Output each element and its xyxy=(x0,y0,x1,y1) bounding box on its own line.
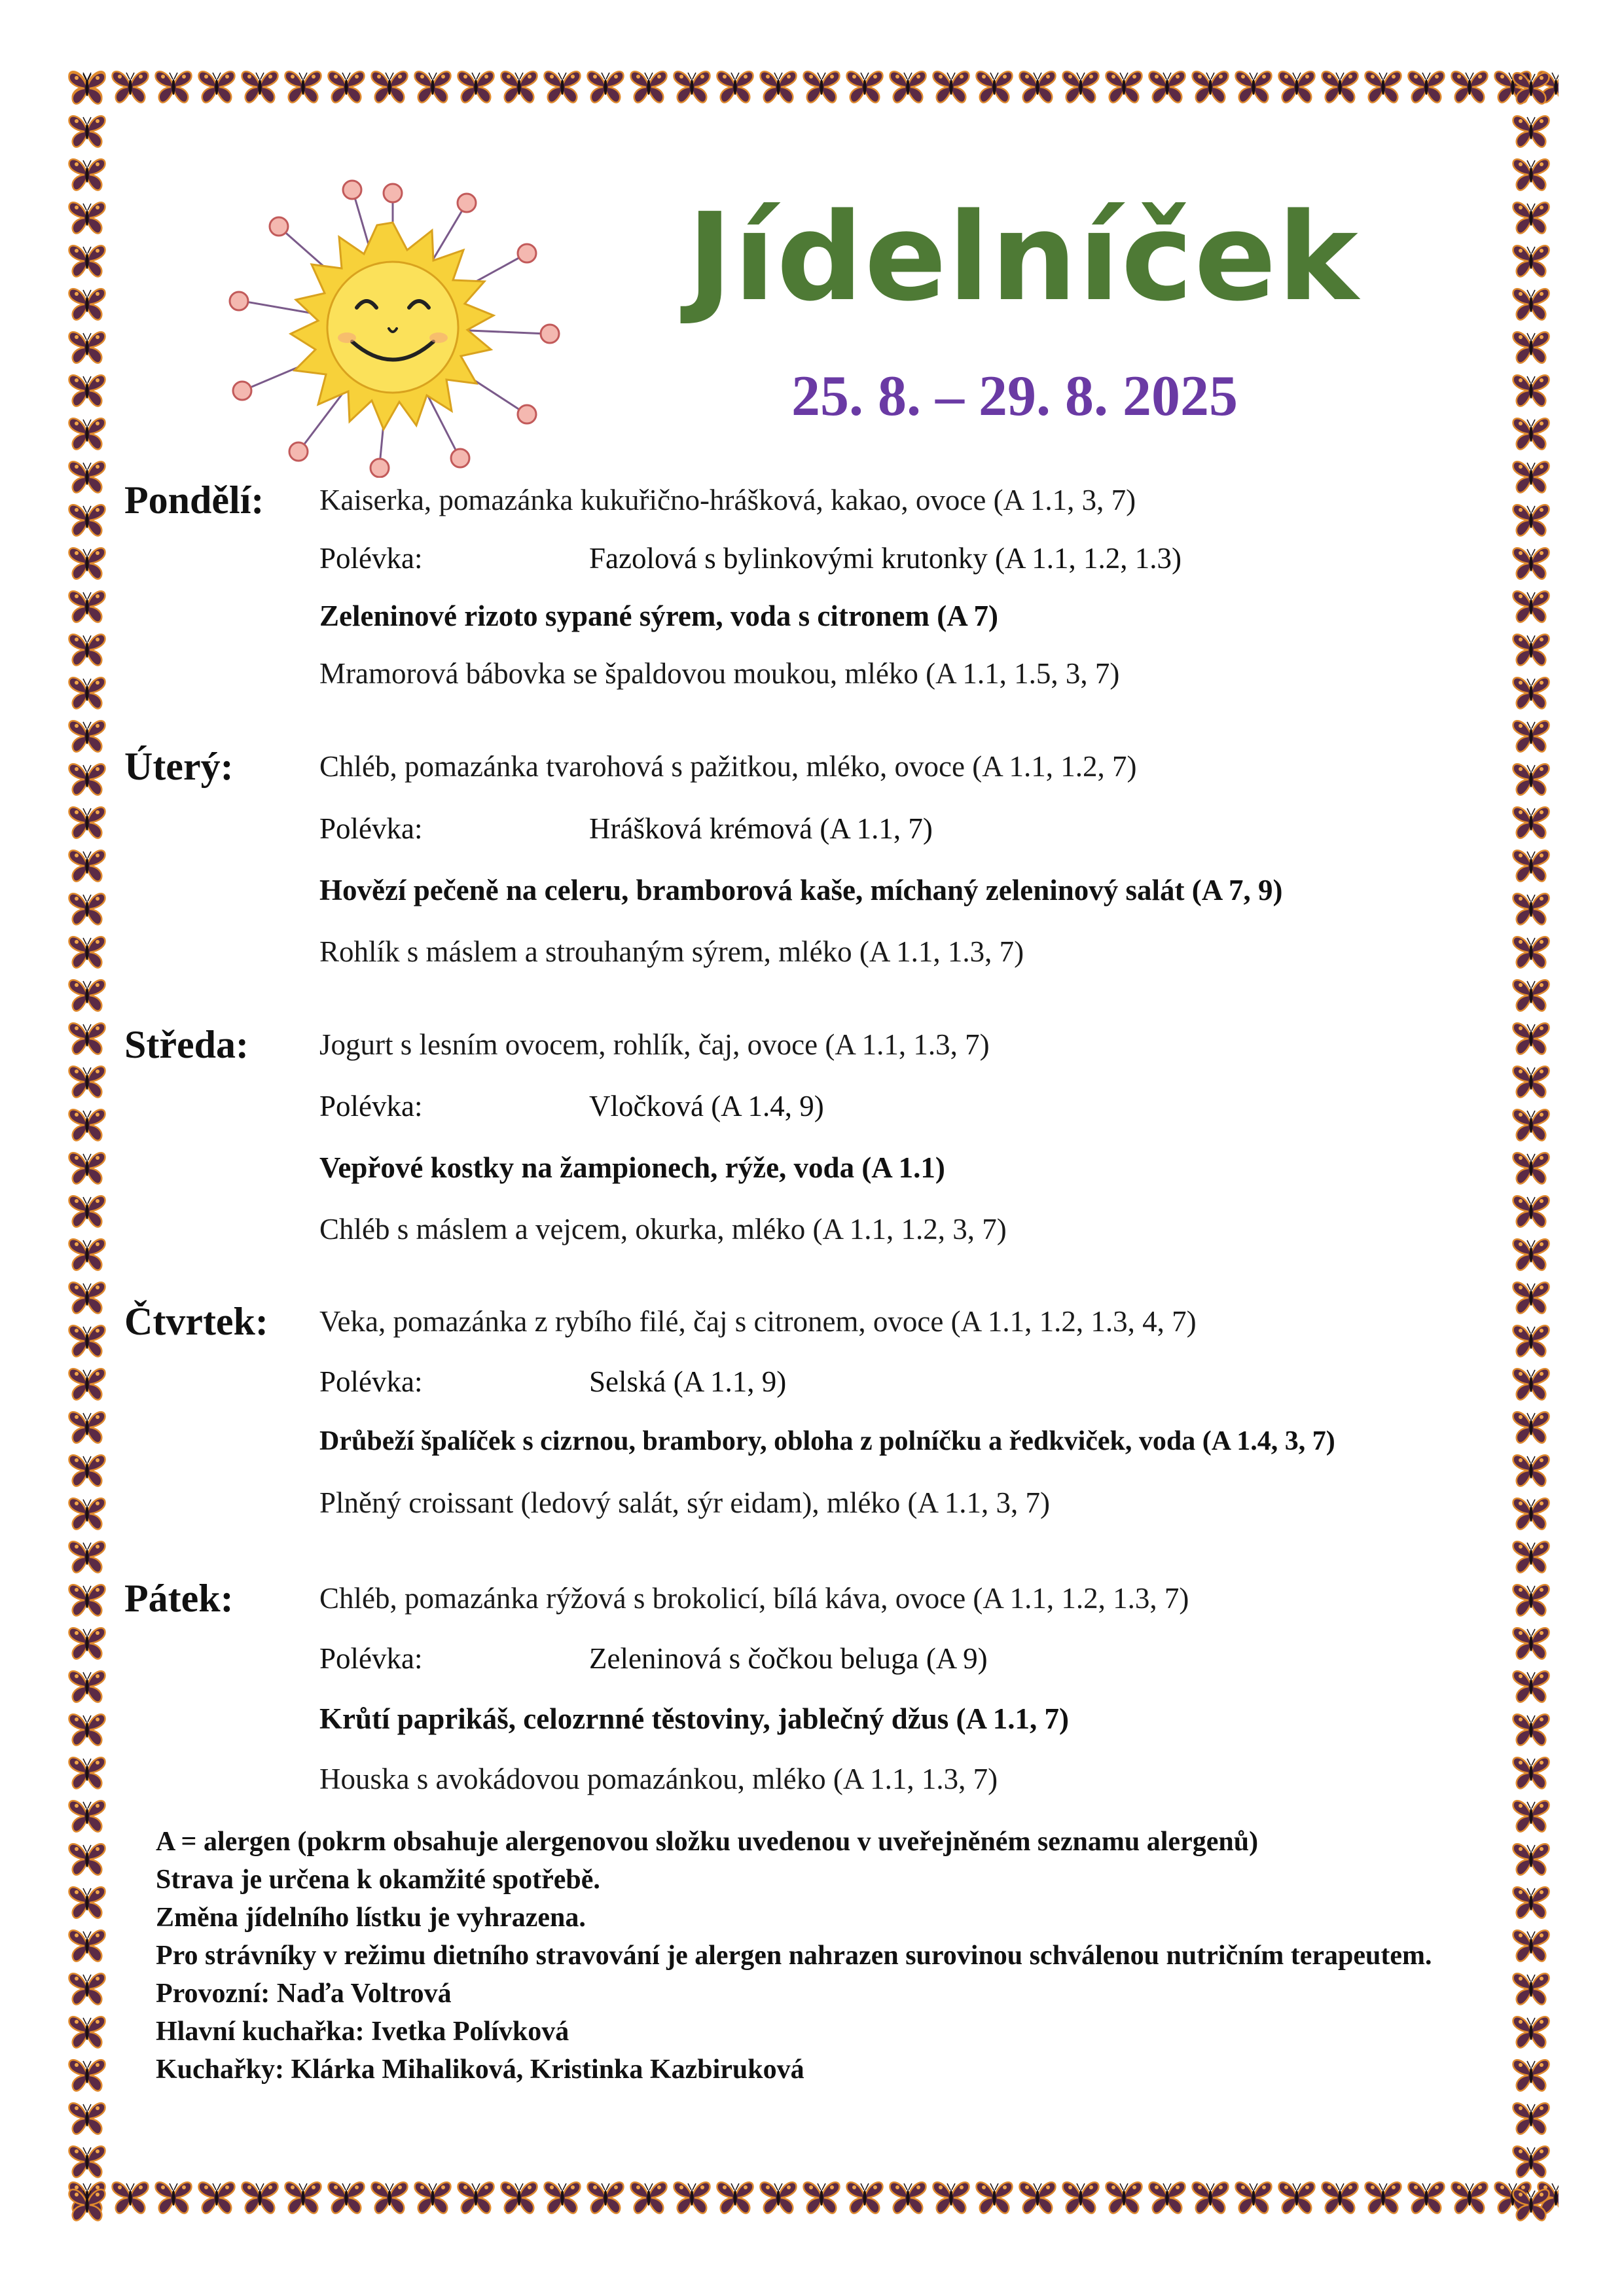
day-label-tuesday: Úterý: xyxy=(124,745,234,788)
snack-friday: Houska s avokádovou pomazánkou, mléko (A 1.1, 1.3, 7) xyxy=(319,1763,998,1795)
breakfast-friday: Chléb, pomazánka rýžová s brokolicí, bílá káva, ovoce (A 1.1, 1.2, 1.3, 7) xyxy=(319,1582,1189,1615)
snack-wednesday: Chléb s máslem a vejcem, okurka, mléko (A 1.1, 1.2, 3, 7) xyxy=(319,1213,1007,1246)
snack-tuesday: Rohlík s máslem a strouhaným sýrem, mléko (A 1.1, 1.3, 7) xyxy=(319,935,1024,968)
soup-thursday: Selská (A 1.1, 9) xyxy=(589,1365,787,1398)
day-label-monday: Pondělí: xyxy=(124,478,264,522)
lunch-thursday: Drůbeží špalíček s cizrnou, brambory, obloha z polníčku a ředkviček, voda (A 1.4, 3, 7) xyxy=(319,1426,1335,1456)
butterfly-icon xyxy=(65,71,1559,111)
smiling-sun-icon xyxy=(209,177,576,478)
allergen-note: A = alergen (pokrm obsahuje alergenovou složku uvedenou v uveřejněném seznamu alergenů) xyxy=(156,1827,1259,1857)
soup-label-friday: Polévka: xyxy=(319,1642,423,1675)
consumption-note: Strava je určena k okamžité spotřebě. xyxy=(156,1865,600,1895)
breakfast-thursday: Veka, pomazánka z rybího filé, čaj s citronem, ovoce (A 1.1, 1.2, 1.3, 4, 7) xyxy=(319,1305,1197,1338)
lunch-wednesday: Vepřové kostky na žampionech, rýže, voda (A 1.1) xyxy=(319,1151,945,1184)
soup-tuesday: Hrášková krémová (A 1.1, 7) xyxy=(589,812,933,845)
day-label-friday: Pátek: xyxy=(124,1577,234,1620)
soup-label-tuesday: Polévka: xyxy=(319,812,423,845)
footer-notes xyxy=(156,1823,1524,2089)
butterfly-icon xyxy=(68,65,111,2229)
soup-monday: Fazolová s bylinkovými krutonky (A 1.1, 1.2, 1.3) xyxy=(589,542,1182,575)
lunch-friday: Krůtí paprikáš, celozrnné těstoviny, jablečný džus (A 1.1, 7) xyxy=(319,1702,1069,1735)
soup-friday: Zeleninová s čočkou beluga (A 9) xyxy=(589,1642,988,1675)
snack-monday: Mramorová bábovka se špaldovou moukou, mléko (A 1.1, 1.5, 3, 7) xyxy=(319,657,1120,690)
diet-note: Pro strávníky v režimu dietního stravování je alergen nahrazen surovinou schválenou nutričním terapeutem. xyxy=(156,1941,1432,1971)
breakfast-tuesday: Chléb, pomazánka tvarohová s pažitkou, mléko, ovoce (A 1.1, 1.2, 7) xyxy=(319,750,1137,783)
soup-label-thursday: Polévka: xyxy=(319,1365,423,1398)
change-note: Změna jídelního lístku je vyhrazena. xyxy=(156,1903,586,1933)
date-range: 25. 8. – 29. 8. 2025 xyxy=(791,365,1238,428)
manager-note: Provozní: Naďa Voltrová xyxy=(156,1979,452,2009)
breakfast-wednesday: Jogurt s lesním ovocem, rohlík, čaj, ovoce (A 1.1, 1.3, 7) xyxy=(319,1028,990,1061)
head-cook-note: Hlavní kuchařka: Ivetka Polívková xyxy=(156,2017,569,2047)
breakfast-monday: Kaiserka, pomazánka kukuřično-hrášková, kakao, ovoce (A 1.1, 3, 7) xyxy=(319,484,1136,516)
butterfly-border-left xyxy=(65,65,115,2229)
page-title: Jídelníček xyxy=(687,187,1360,328)
soup-label-monday: Polévka: xyxy=(319,542,423,575)
snack-thursday: Plněný croissant (ledový salát, sýr eidam), mléko (A 1.1, 3, 7) xyxy=(319,1486,1051,1519)
butterfly-border-bottom xyxy=(65,2176,1559,2229)
soup-wednesday: Vločková (A 1.4, 9) xyxy=(589,1090,824,1122)
butterfly-icon xyxy=(65,2181,1559,2222)
butterfly-border-top xyxy=(65,65,1559,118)
lunch-monday: Zeleninové rizoto sypané sýrem, voda s citronem (A 7) xyxy=(319,600,998,632)
day-label-wednesday: Středa: xyxy=(124,1023,249,1066)
soup-label-wednesday: Polévka: xyxy=(319,1090,423,1122)
day-label-thursday: Čtvrtek: xyxy=(124,1300,268,1343)
cooks-note: Kuchařky: Klárka Mihaliková, Kristinka Kazbiruková xyxy=(156,2054,804,2085)
lunch-tuesday: Hovězí pečeně na celeru, bramborová kaše, míchaný zeleninový salát (A 7, 9) xyxy=(319,874,1283,906)
